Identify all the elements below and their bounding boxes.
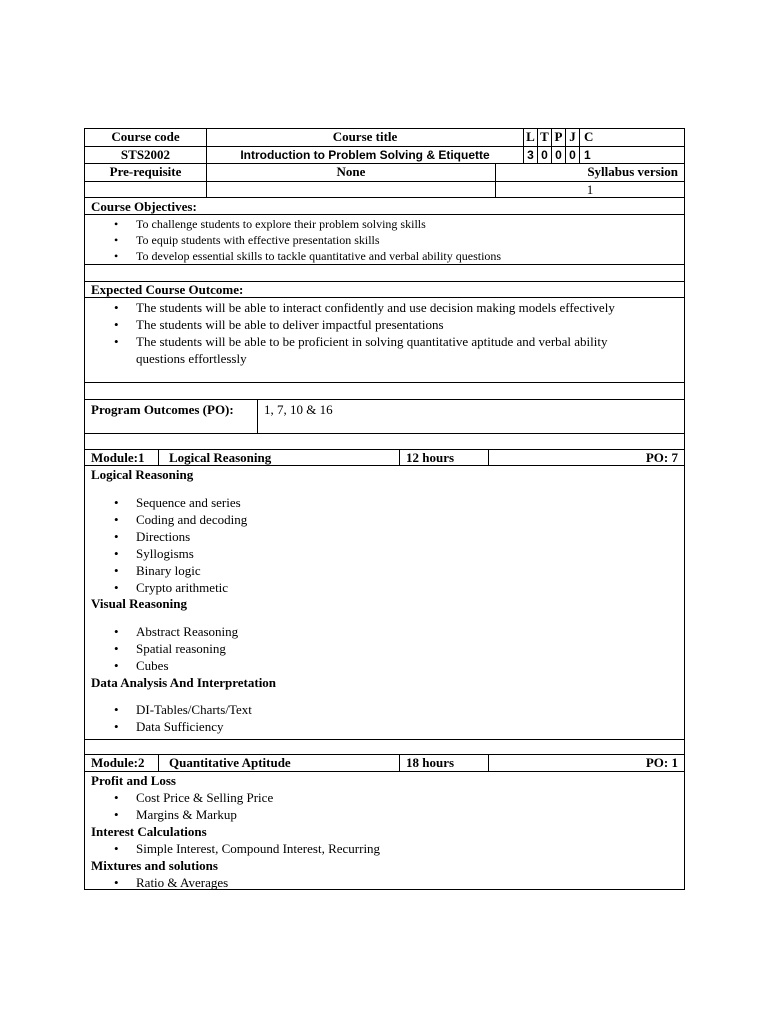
course-code-label: Course code xyxy=(85,129,207,146)
syllabus-page xyxy=(84,128,685,890)
blank-row xyxy=(84,265,685,282)
section-heading: Logical Reasoning xyxy=(91,467,194,482)
prereq-value: None xyxy=(207,164,496,181)
course-title-label: Course title xyxy=(207,129,524,146)
module2-title: Quantitative Aptitude xyxy=(159,755,400,771)
ltpjc-label-l: L xyxy=(524,129,538,146)
syllabus-version-label: Syllabus version xyxy=(587,164,678,179)
list-item: • Binary logic xyxy=(136,562,684,579)
list-item: • Margins & Markup xyxy=(136,806,684,823)
objectives-heading: Course Objectives: xyxy=(91,199,197,214)
module1-po: PO: 7 xyxy=(645,450,678,465)
prereq-label: Pre-requisite xyxy=(85,164,207,181)
blank-row xyxy=(84,383,685,400)
syllabus-value-row xyxy=(85,181,684,197)
list-item: • The students will be able to interact confidently and use decision making models effectively xyxy=(136,299,656,316)
ltpjc-label-j: J xyxy=(566,129,580,146)
section-list xyxy=(136,494,684,596)
outcomes-list-row xyxy=(84,298,685,383)
objectives-list xyxy=(136,216,684,264)
section-list xyxy=(136,623,684,674)
ltpjc-value-c: 1 xyxy=(584,148,591,162)
module1-label: Module:1 xyxy=(85,450,159,465)
ltpjc-values xyxy=(524,147,684,163)
course-code-value: STS2002 xyxy=(85,147,207,163)
blank-row xyxy=(84,434,685,450)
section-heading: Mixtures and solutions xyxy=(91,858,218,873)
prereq-row xyxy=(85,163,684,181)
outcomes-heading: Expected Course Outcome: xyxy=(91,282,244,297)
section-list xyxy=(136,789,684,823)
blank-row xyxy=(84,740,685,755)
syllabus-version-value: 1 xyxy=(586,182,594,197)
list-item: • Cubes xyxy=(136,657,684,674)
section-heading: Profit and Loss xyxy=(91,773,176,788)
list-item: • To challenge students to explore their problem solving skills xyxy=(136,216,684,232)
list-item: • Spatial reasoning xyxy=(136,640,684,657)
list-item: • Cost Price & Selling Price xyxy=(136,789,684,806)
ltpjc-label-c: C xyxy=(584,129,594,144)
section-list xyxy=(136,840,684,857)
program-outcomes-row xyxy=(84,400,685,434)
module1-header-row xyxy=(84,450,685,466)
list-item: • Coding and decoding xyxy=(136,511,684,528)
module1-title: Logical Reasoning xyxy=(159,450,400,465)
ltpjc-value-l: 3 xyxy=(524,147,538,163)
list-item: • DI-Tables/Charts/Text xyxy=(136,701,684,718)
module2-po: PO: 1 xyxy=(645,755,678,770)
course-title-value: Introduction to Problem Solving & Etiquette xyxy=(207,147,524,163)
outcomes-heading-row xyxy=(84,282,685,298)
list-item: • Ratio & Averages xyxy=(136,874,684,891)
list-item: • Crypto arithmetic xyxy=(136,579,684,596)
module2-content xyxy=(84,772,685,890)
list-item: • The students will be able to deliver impactful presentations xyxy=(136,316,656,333)
list-item: • Abstract Reasoning xyxy=(136,623,684,640)
list-item: • The students will be able to be proficient in solving quantitative aptitude and verbal ability questions effortlessly xyxy=(136,333,656,367)
ltpjc-value-t: 0 xyxy=(538,147,552,163)
ltpjc-label-p: P xyxy=(552,129,566,146)
module2-header-row xyxy=(84,755,685,772)
list-item: • To develop essential skills to tackle quantitative and verbal ability questions xyxy=(136,248,684,264)
list-item: • Sequence and series xyxy=(136,494,684,511)
module2-label: Module:2 xyxy=(85,755,159,771)
list-item: • Simple Interest, Compound Interest, Recurring xyxy=(136,840,684,857)
ltpjc-value-j: 0 xyxy=(566,147,580,163)
list-item: • Syllogisms xyxy=(136,545,684,562)
section-heading: Visual Reasoning xyxy=(91,596,187,611)
module1-hours: 12 hours xyxy=(400,450,489,465)
module2-hours: 18 hours xyxy=(400,755,489,771)
objectives-heading-row xyxy=(84,198,685,215)
header-labels-row xyxy=(85,129,684,146)
program-outcomes-label: Program Outcomes (PO): xyxy=(85,400,258,433)
section-list xyxy=(136,701,684,735)
outcomes-list xyxy=(136,299,656,367)
list-item: • Directions xyxy=(136,528,684,545)
program-outcomes-value: 1, 7, 10 & 16 xyxy=(264,402,333,417)
ltpjc-value-p: 0 xyxy=(552,147,566,163)
header-values-row xyxy=(85,146,684,163)
module1-content xyxy=(84,466,685,740)
list-item: • Data Sufficiency xyxy=(136,718,684,735)
section-heading: Interest Calculations xyxy=(91,824,207,839)
section-list xyxy=(136,874,684,891)
course-header-table xyxy=(84,128,685,198)
list-item: • To equip students with effective presentation skills xyxy=(136,232,684,248)
section-heading: Data Analysis And Interpretation xyxy=(91,675,277,690)
ltpjc-labels xyxy=(524,129,684,146)
ltpjc-label-t: T xyxy=(538,129,552,146)
objectives-list-row xyxy=(84,215,685,265)
